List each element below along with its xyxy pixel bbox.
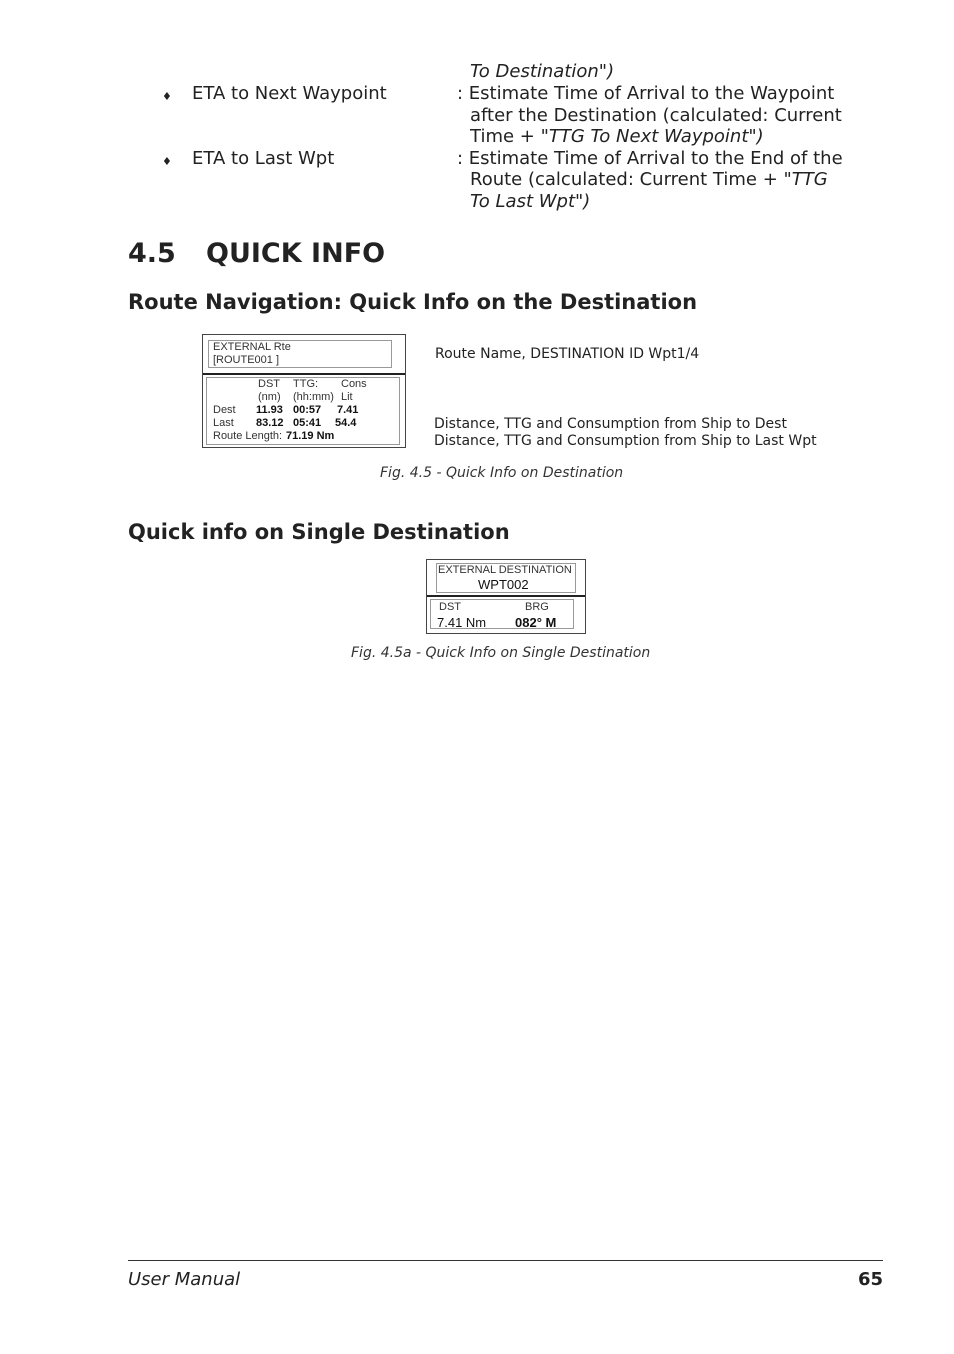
list-continuation: To Destination") (470, 61, 615, 82)
figure-caption: Fig. 4.5 - Quick Info on Destination (380, 465, 624, 481)
definition-text: Route (calculated: Current Time + " (470, 169, 792, 190)
screen-title: EXTERNAL DESTINATION (438, 564, 572, 576)
brg-value: 082° M (515, 615, 557, 630)
unit-dst: (nm) (258, 391, 281, 403)
subsection-heading: Route Navigation: Quick Info on the Destination (128, 290, 698, 314)
col-brg: BRG (525, 601, 549, 613)
route-quick-info-screen (202, 334, 406, 448)
row-label: Last (213, 417, 234, 429)
row-dst: 83.12 (256, 417, 284, 429)
col-dst: DST (258, 378, 280, 390)
diamond-bullet-icon: ♦ (162, 155, 172, 168)
row-cons: 7.41 (337, 404, 359, 416)
list-definition-line (470, 169, 828, 191)
subsection-heading: Quick info on Single Destination (128, 520, 510, 544)
list-definition-line: after the Destination (calculated: Current (470, 105, 842, 126)
annotation-dest: Distance, TTG and Consumption from Ship to Dest (434, 416, 787, 432)
list-definition-line: To Last Wpt") (470, 191, 591, 212)
footer-title: User Manual (128, 1269, 241, 1290)
route-length-value: 71.19 Nm (286, 430, 335, 442)
diamond-bullet-icon: ♦ (162, 90, 172, 103)
col-ttg: TTG: (293, 378, 319, 390)
screen-route-name: [ROUTE001 ] (213, 354, 280, 366)
section-number: 4.5 (128, 238, 176, 269)
row-dst: 11.93 (256, 404, 283, 416)
list-definition-line: : Estimate Time of Arrival to the End of the (457, 148, 843, 169)
row-label: Dest (213, 404, 236, 416)
dst-value: 7.41 Nm (437, 615, 487, 630)
route-length-label: Route Length: (213, 430, 283, 442)
page-number: 65 (857, 1269, 883, 1290)
annotation-route-name: Route Name, DESTINATION ID Wpt1/4 (435, 346, 700, 362)
list-definition-line: : Estimate Time of Arrival to the Waypoint (457, 83, 835, 104)
col-dst: DST (439, 601, 461, 613)
unit-cons: Lit (341, 391, 353, 403)
list-definition-line (470, 126, 764, 148)
screen-divider (427, 595, 585, 597)
col-cons: Cons (341, 378, 367, 390)
screen-waypoint: WPT002 (478, 577, 529, 592)
section-heading (128, 238, 385, 269)
screen-divider (203, 373, 405, 375)
definition-italic: TTG (791, 169, 828, 190)
definition-text: Time + " (470, 126, 549, 147)
footer-rule (128, 1260, 883, 1261)
list-term: ETA to Next Waypoint (192, 83, 387, 104)
list-term: ETA to Last Wpt (192, 148, 335, 169)
screen-title: EXTERNAL Rte (213, 341, 291, 353)
row-ttg: 00:57 (293, 404, 322, 416)
unit-ttg: (hh:mm) (293, 391, 334, 403)
row-cons: 54.4 (335, 417, 357, 429)
definition-italic: TTG To Next Waypoint") (548, 126, 764, 147)
figure-caption: Fig. 4.5a - Quick Info on Single Destination (351, 645, 651, 661)
row-ttg: 05:41 (293, 417, 322, 429)
section-title: QUICK INFO (206, 238, 386, 269)
annotation-last: Distance, TTG and Consumption from Ship to Last Wpt (434, 433, 817, 449)
single-destination-screen (426, 559, 586, 634)
